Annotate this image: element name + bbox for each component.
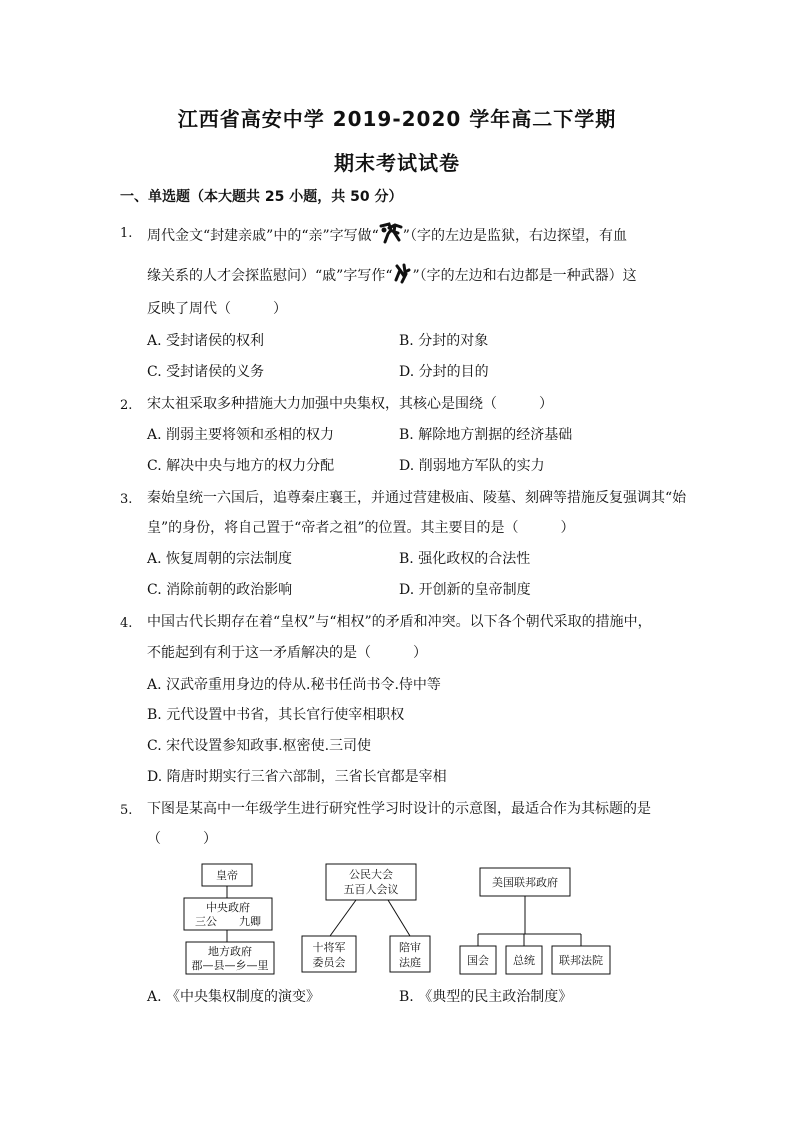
diagram-label: 五百人会议 — [343, 883, 399, 896]
option-d[interactable]: D. 削弱地方军队的实力 — [399, 458, 545, 474]
question-text-line: 宋太祖采取多种措施大力加强中央集权，其核心是围绕（ ） — [147, 396, 553, 412]
question-text-line: 缘关系的人才会探监慰问）“戚”字写作“ ”（字的左边和右边都是一种武器）这 — [147, 262, 637, 290]
diagram-label: 地方政府 — [208, 945, 252, 958]
question-number: 5. — [120, 803, 133, 818]
bronze-character-qi-glyph — [392, 262, 412, 290]
diagram-label: 联邦法院 — [559, 954, 603, 967]
diagram-label: 皇帝 — [216, 869, 238, 882]
question-number: 3. — [120, 492, 133, 507]
option-a[interactable]: A. 削弱主要将领和丞相的权力 — [147, 427, 335, 443]
option-b[interactable]: B. 分封的对象 — [399, 333, 489, 349]
option-b[interactable]: B. 解除地方割据的经济基础 — [399, 427, 573, 443]
question-text-line: 反映了周代（ ） — [147, 301, 287, 317]
structure-diagram — [180, 858, 620, 978]
question-text-line: （ ） — [147, 831, 217, 847]
option-c[interactable]: C. 受封诸侯的义务 — [147, 364, 265, 380]
diagram-label: 总统 — [513, 954, 535, 967]
diagram-label: 法庭 — [399, 956, 421, 969]
option-d[interactable]: D. 开创新的皇帝制度 — [399, 582, 531, 598]
option-a[interactable]: A. 受封诸侯的权利 — [147, 333, 265, 349]
exam-title: 江西省高安中学 2019-2020 学年高二下学期 — [177, 107, 617, 131]
question-number: 1. — [120, 226, 133, 241]
diagram-label: 陪审 — [399, 941, 421, 954]
diagram-label: 十将军 — [312, 941, 346, 954]
option-b[interactable]: B. 《典型的民主政治制度》 — [399, 989, 573, 1005]
diagram-label: 美国联邦政府 — [492, 876, 558, 889]
option-c[interactable]: C. 宋代设置参知政事.枢密使.三司使 — [147, 738, 372, 754]
diagram-label: 三公 九卿 — [195, 915, 261, 928]
question-text-line: 不能起到有利于这一矛盾解决的是（ ） — [147, 645, 427, 661]
question-text-line: 下图是某高中一年级学生进行研究性学习时设计的示意图，最适合作为其标题的是 — [147, 801, 651, 817]
option-d[interactable]: D. 隋唐时期实行三省六部制，三省长官都是宰相 — [147, 769, 447, 785]
question-text-line: 皇”的身份，将自己置于“帝者之祖”的位置。其主要目的是（ ） — [147, 520, 575, 536]
diagram-label: 中央政府 — [206, 901, 250, 914]
option-a[interactable]: A. 《中央集权制度的演变》 — [147, 989, 321, 1005]
diagram-label: 公民大会 — [349, 868, 393, 881]
option-a[interactable]: A. 恢复周朝的宗法制度 — [147, 551, 293, 567]
option-b[interactable]: B. 元代设置中书省，其长官行使宰相职权 — [147, 707, 405, 723]
option-b[interactable]: B. 强化政权的合法性 — [399, 551, 531, 567]
option-c[interactable]: C. 消除前朝的政治影响 — [147, 582, 293, 598]
option-a[interactable]: A. 汉武帝重用身边的侍从.秘书任尚书令.侍中等 — [147, 677, 441, 693]
bronze-character-qin-glyph — [379, 222, 403, 250]
diagram-label: 国会 — [467, 954, 489, 967]
question-text-line: 秦始皇统一六国后，追尊秦庄襄王，并通过营建极庙、陵墓、刻碑等措施反复强调其“始 — [147, 490, 687, 506]
exam-subtitle: 期末考试试卷 — [334, 151, 460, 175]
option-c[interactable]: C. 解决中央与地方的权力分配 — [147, 458, 335, 474]
option-d[interactable]: D. 分封的目的 — [399, 364, 489, 380]
section-heading: 一、单选题（本大题共 25 小题，共 50 分） — [120, 189, 403, 205]
question-text-line: 中国古代长期存在着“皇权”与“相权”的矛盾和冲突。以下各个朝代采取的措施中， — [147, 614, 652, 630]
diagram-label: 委员会 — [312, 956, 346, 969]
question-number: 4. — [120, 616, 133, 631]
question-number: 2. — [120, 398, 133, 413]
question-text-line: 周代金文“封建亲戚”中的“亲”字写做“ ”（字的左边是监狱，右边探望，有血 — [147, 222, 627, 250]
diagram-label: 郡—县—乡—里 — [191, 959, 269, 972]
